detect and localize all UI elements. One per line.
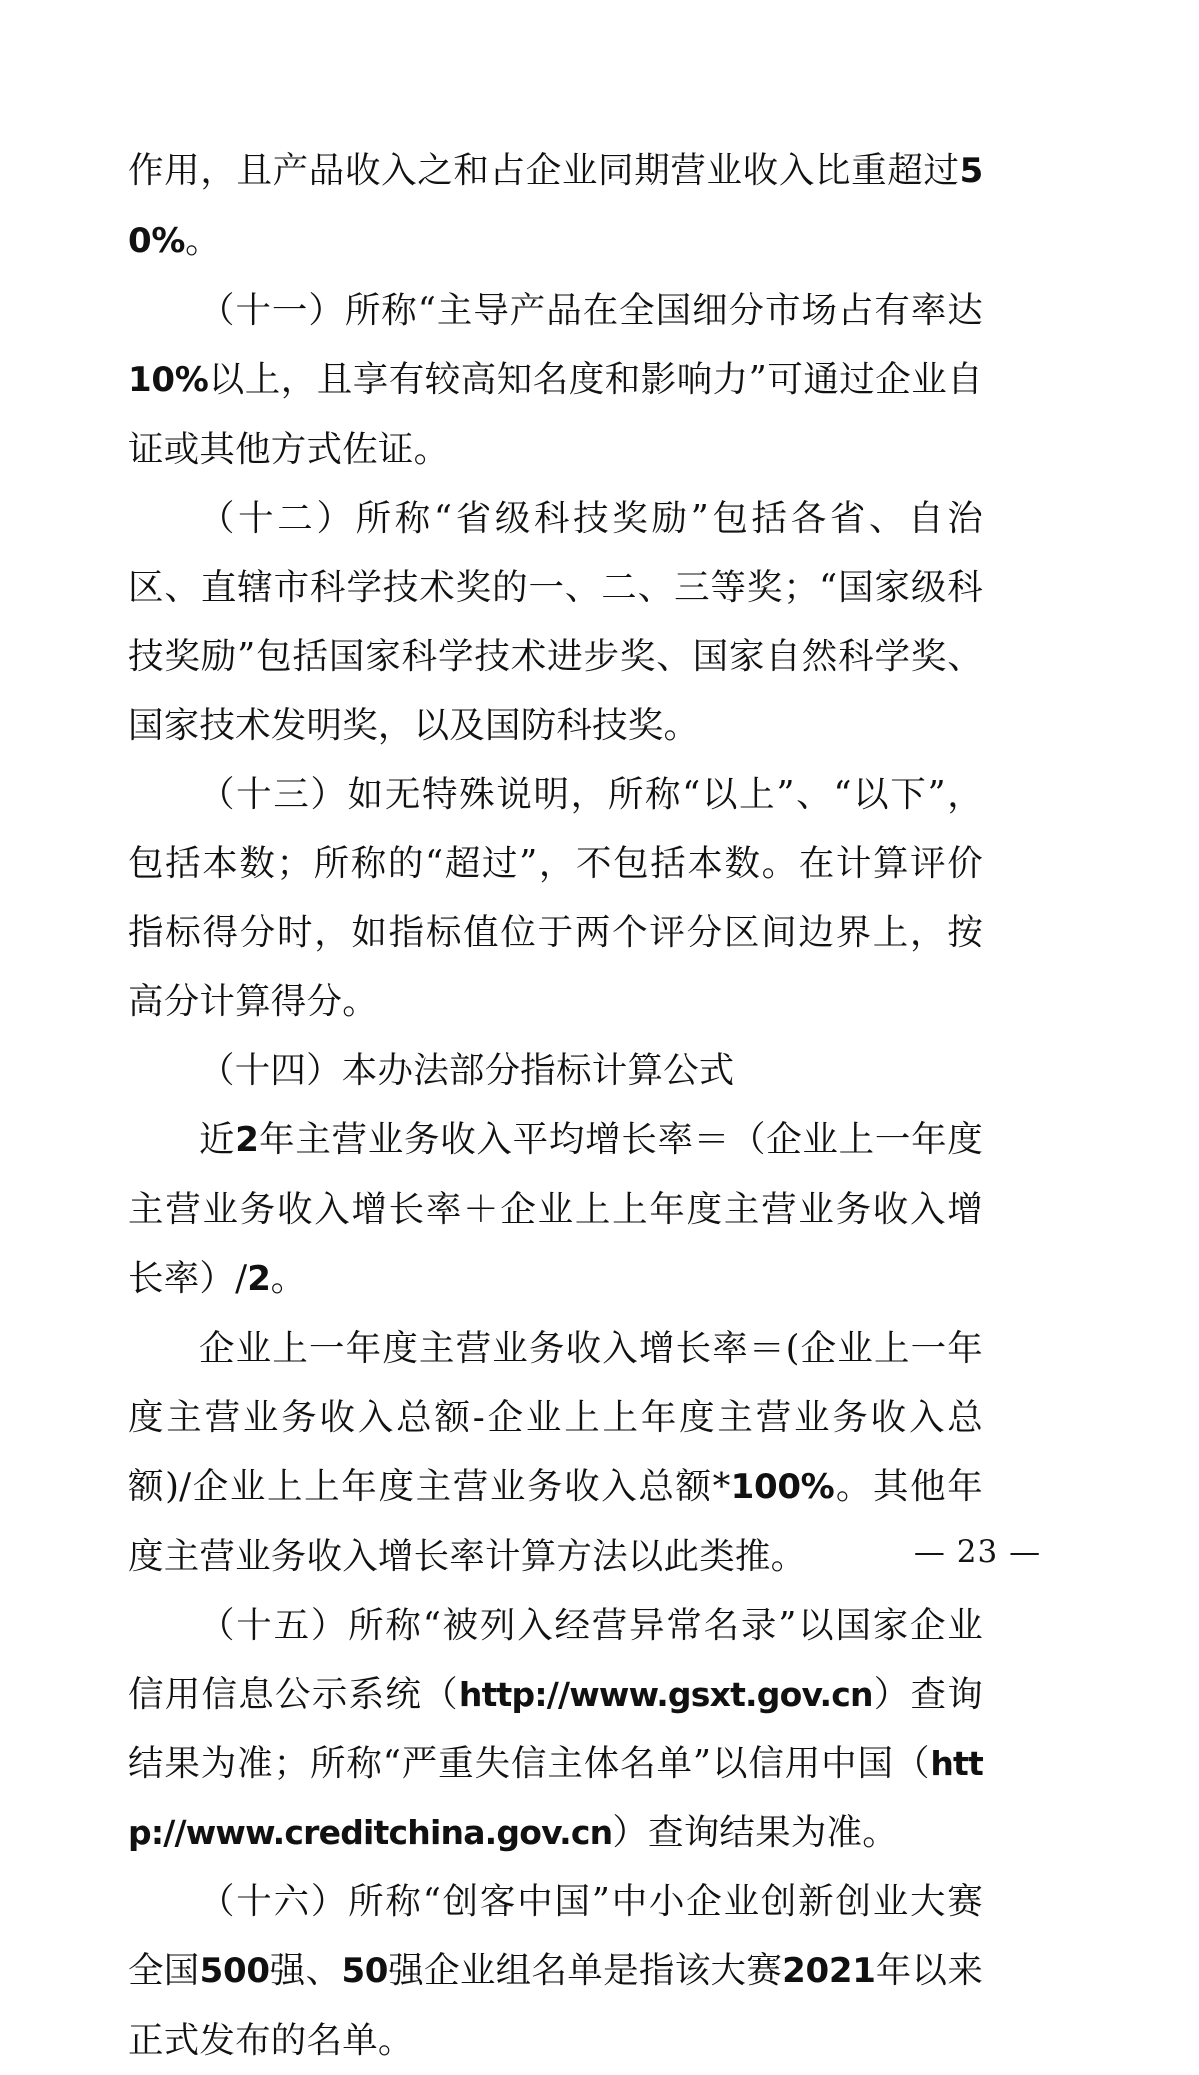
page-number: — 23 — (913, 1534, 1042, 1570)
paragraph-formula-prior-year-growth-rate: 企业上一年度主营业务收入增长率＝(企业上一年度主营业务收入总额-企业上上年度主营业务收入总额)/企业上上年度主营业务收入总额*100%。其他年度主营业务收入增长率计算方法以此类推。 (128, 1328, 983, 1577)
numeric-value: 500 (199, 1951, 270, 1991)
numeric-value: 100% (730, 1467, 835, 1507)
numeric-value: 2 (247, 1259, 271, 1299)
paragraph-clause-15: （十五）所称“被列入经营异常名录”以国家企业信用信息公示系统（http://www.gsxt.gov.cn）查询结果为准；所称“严重失信主体名单”以信用中国（http://www.creditchina.gov.cn）查询结果为准。 (128, 1605, 983, 1853)
numeric-value: 2 (235, 1120, 259, 1160)
numeric-value: 50% (128, 151, 983, 261)
numeric-value: 50 (341, 1951, 389, 1991)
numeric-value: 10% (128, 360, 209, 400)
page-footer (0, 1534, 1199, 1570)
paragraph-clause-11: （十一）所称“主导产品在全国细分市场占有率达10%以上，且享有较高知名度和影响力”可通过企业自证或其他方式佐证。 (128, 290, 983, 470)
numeric-value: 2021 (782, 1951, 876, 1991)
external-url: http://www.creditchina.gov.cn (128, 1744, 983, 1852)
paragraph-clause-16: （十六）所称“创客中国”中小企业创新创业大赛全国500强、50强企业组名单是指该大赛2021年以来正式发布的名单。 (128, 1881, 984, 2061)
external-url: http://www.gsxt.gov.cn (458, 1675, 873, 1714)
paragraph-clause-13: （十三）如无特殊说明，所称“以上”、“以下”，包括本数；所称的“超过”，不包括本数。在计算评价指标得分时，如指标值位于两个评分区间边界上，按高分计算得分。 (128, 774, 983, 1022)
paragraph-continuation-50pct: 作用，且产品收入之和占企业同期营业收入比重超过50%。 (128, 150, 983, 261)
paragraph-clause-14-heading: （十四）本办法部分指标计算公式 (199, 1050, 735, 1091)
paragraph-formula-average-growth-rate: 近2年主营业务收入平均增长率＝（企业上一年度主营业务收入增长率＋企业上上年度主营业务收入增长率）/2。 (128, 1119, 983, 1299)
paragraph-clause-12: （十二）所称“省级科技奖励”包括各省、自治区、直辖市科学技术奖的一、二、三等奖；“国家级科技奖励”包括国家科学技术进步奖、国家自然科学奖、国家技术发明奖，以及国防科技奖。 (128, 498, 983, 746)
document-body-column (128, 136, 983, 2075)
